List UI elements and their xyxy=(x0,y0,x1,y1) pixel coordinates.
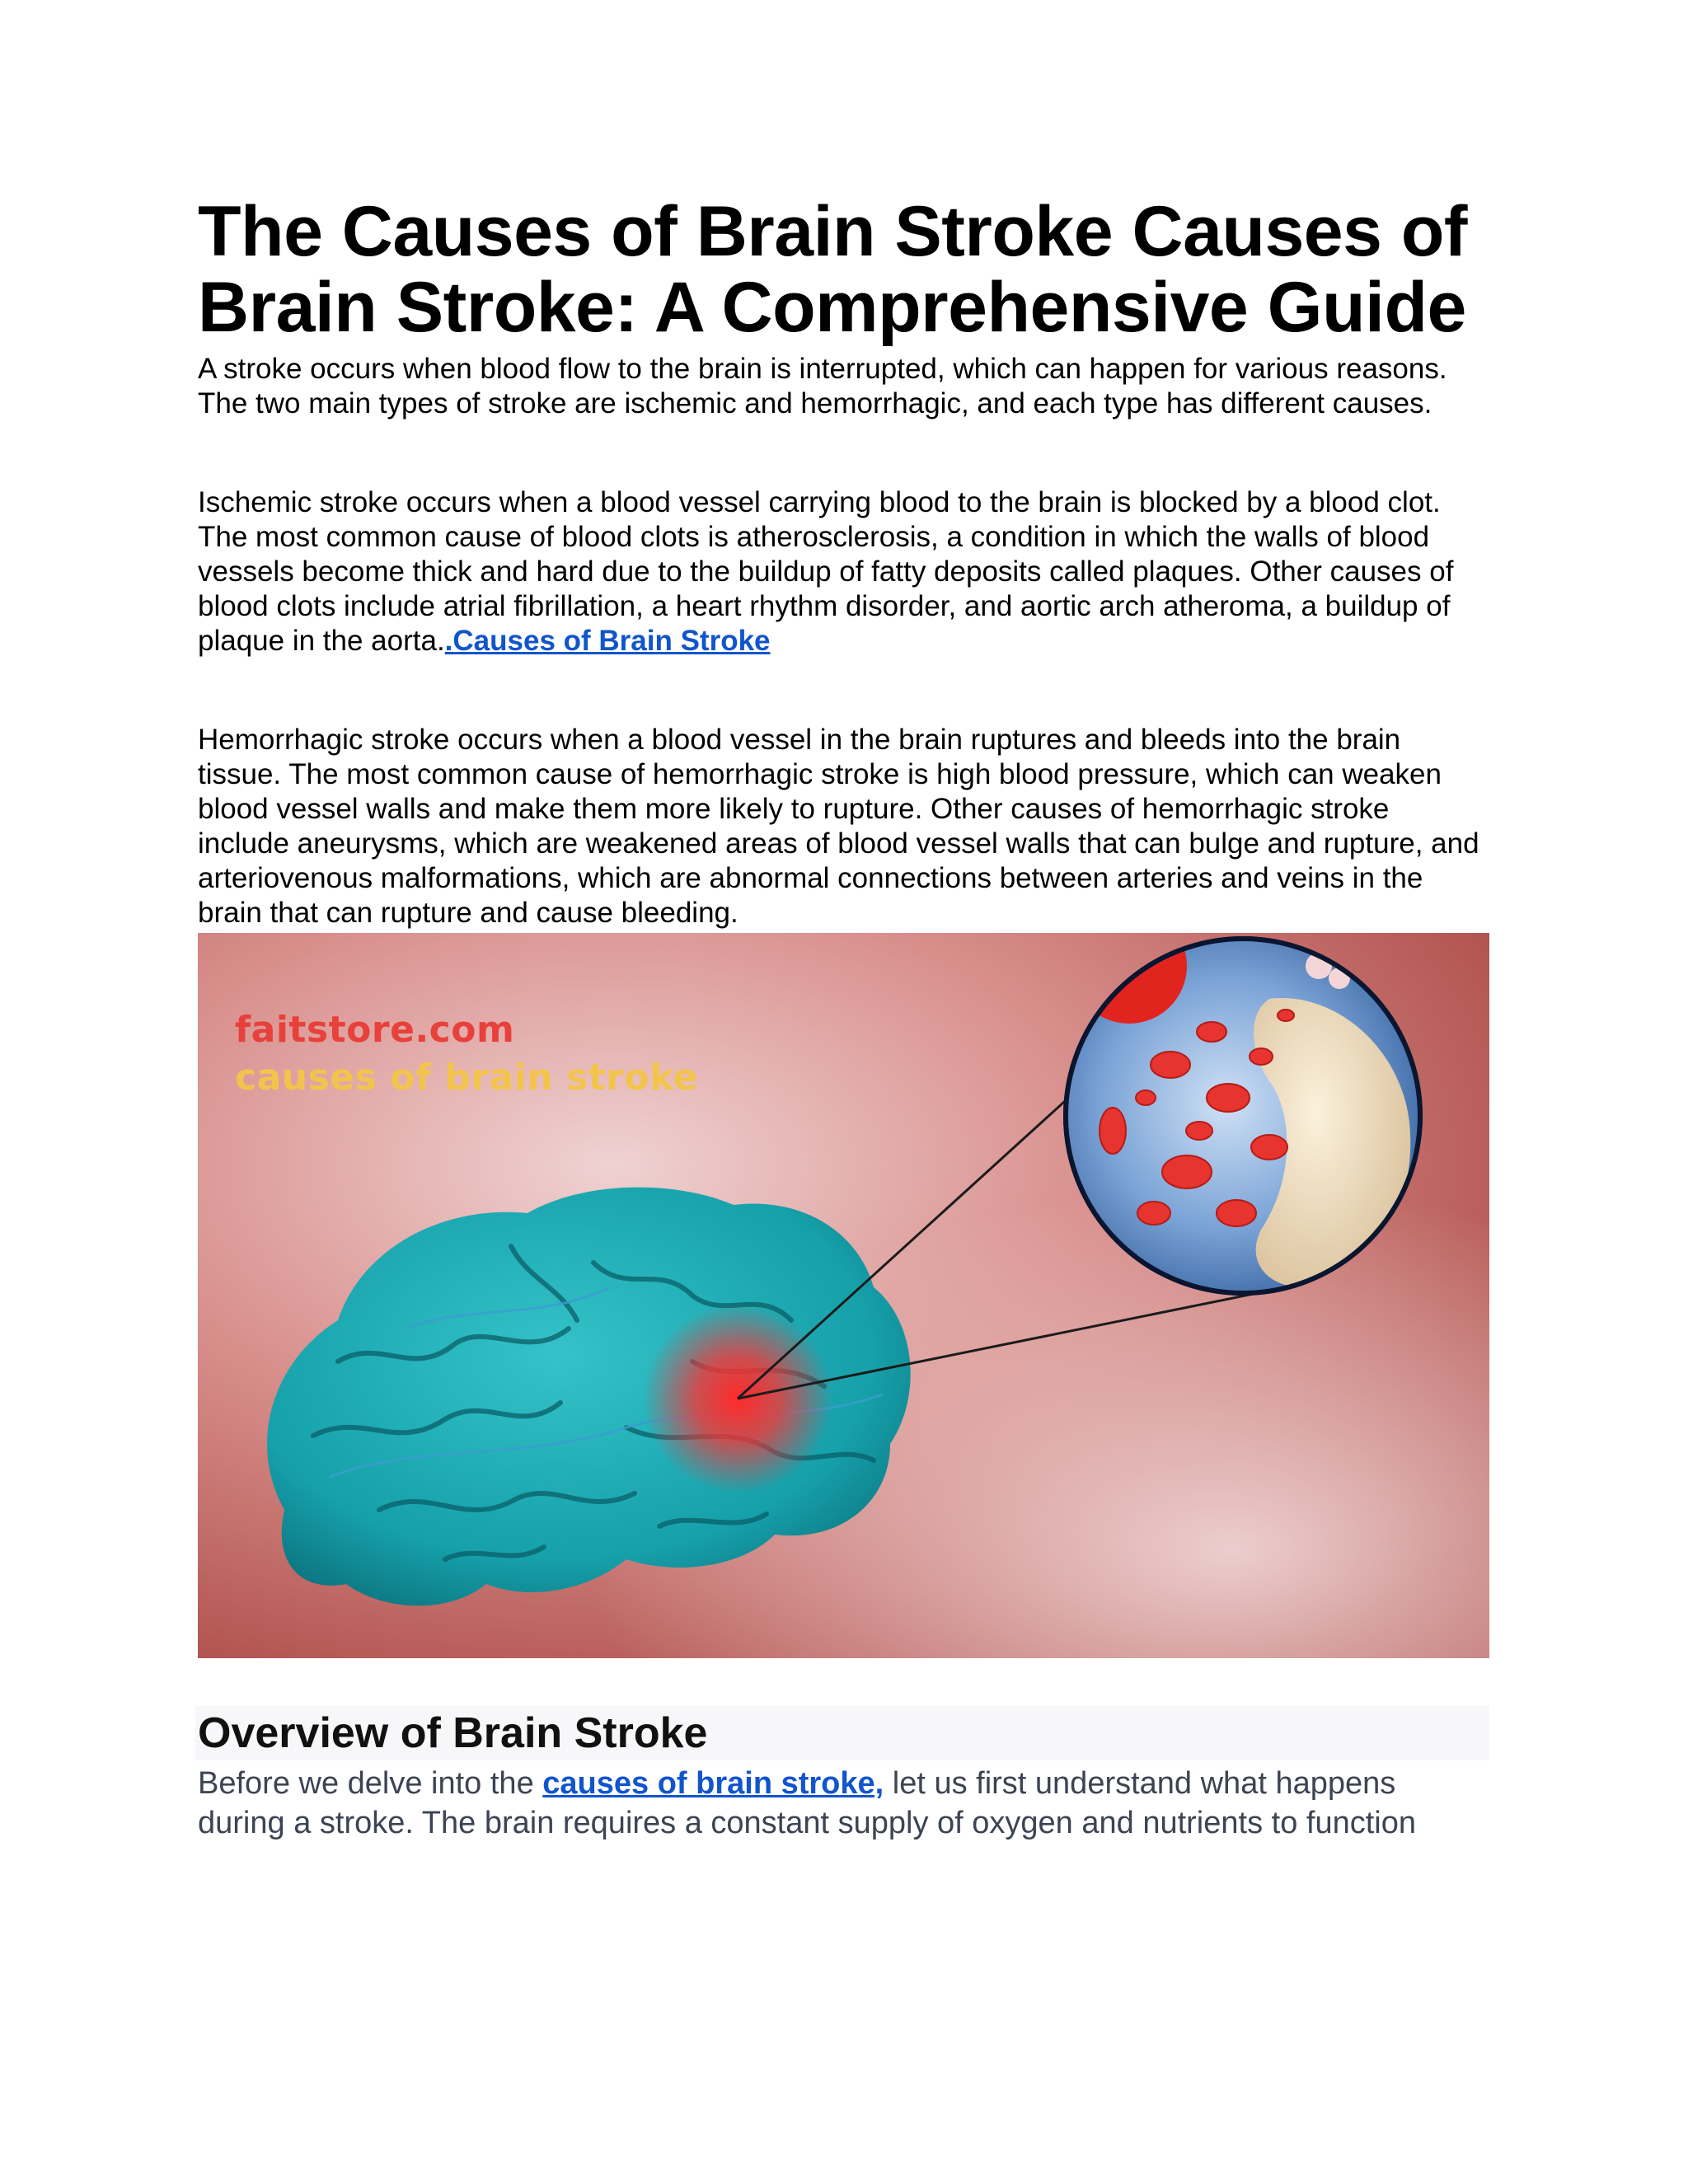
overview-paragraph xyxy=(198,1764,1484,1843)
overview-causes-link[interactable]: causes of brain stroke, xyxy=(542,1766,884,1801)
overview-text-before: Before we delve into the xyxy=(198,1766,543,1801)
overview-heading: Overview of Brain Stroke xyxy=(198,1709,708,1757)
ischemic-text: Ischemic stroke occurs when a blood vessel carrying blood to the brain is blocked by a blood clot. The most common cause of blood clots is atherosclerosis, a condition in which the walls of blood vessels become thick and hard due to the buildup of fatty deposits called plaques. Other causes of blood clots include atrial fibrillation, a heart rhythm disorder, and aortic arch atheroma, a buildup of plaque in the aorta. xyxy=(198,486,1454,657)
overview-text-after: let us first understand what happens during a stroke. The brain requires a constant supply of oxygen and nutrients to function xyxy=(198,1766,1416,1840)
causes-of-brain-stroke-link[interactable]: .Causes of Brain Stroke xyxy=(444,625,771,657)
hero-site-text: faitstore.com xyxy=(235,1009,515,1051)
intro-paragraph: A stroke occurs when blood flow to the brain is interrupted, which can happen for various reasons. The two main types of stroke are ischemic and hemorrhagic, and each type has different causes. xyxy=(198,353,1447,419)
hero-caption-text: causes of brain stroke xyxy=(235,1057,699,1099)
hero-illustration xyxy=(198,933,1489,1658)
ischemic-paragraph xyxy=(198,485,1484,658)
hemorrhagic-paragraph: Hemorrhagic stroke occurs when a blood vessel in the brain ruptures and bleeds into the brain tissue. The most common cause of hemorrhagic stroke is high blood pressure, which can weaken blood vessel walls and make them more likely to rupture. Other causes of hemorrhagic stroke include aneurysms, which are weakened areas of blood vessel walls that can bulge and rupture, and arteriovenous malformations, which are abnormal connections between arteries and veins in the brain that can rupture and cause bleeding. xyxy=(198,724,1479,929)
document-page xyxy=(198,194,1484,1843)
article-title: The Causes of Brain Stroke Causes of Brain Stroke: A Comprehensive Guide xyxy=(198,192,1467,347)
overview-heading-band xyxy=(195,1706,1489,1760)
